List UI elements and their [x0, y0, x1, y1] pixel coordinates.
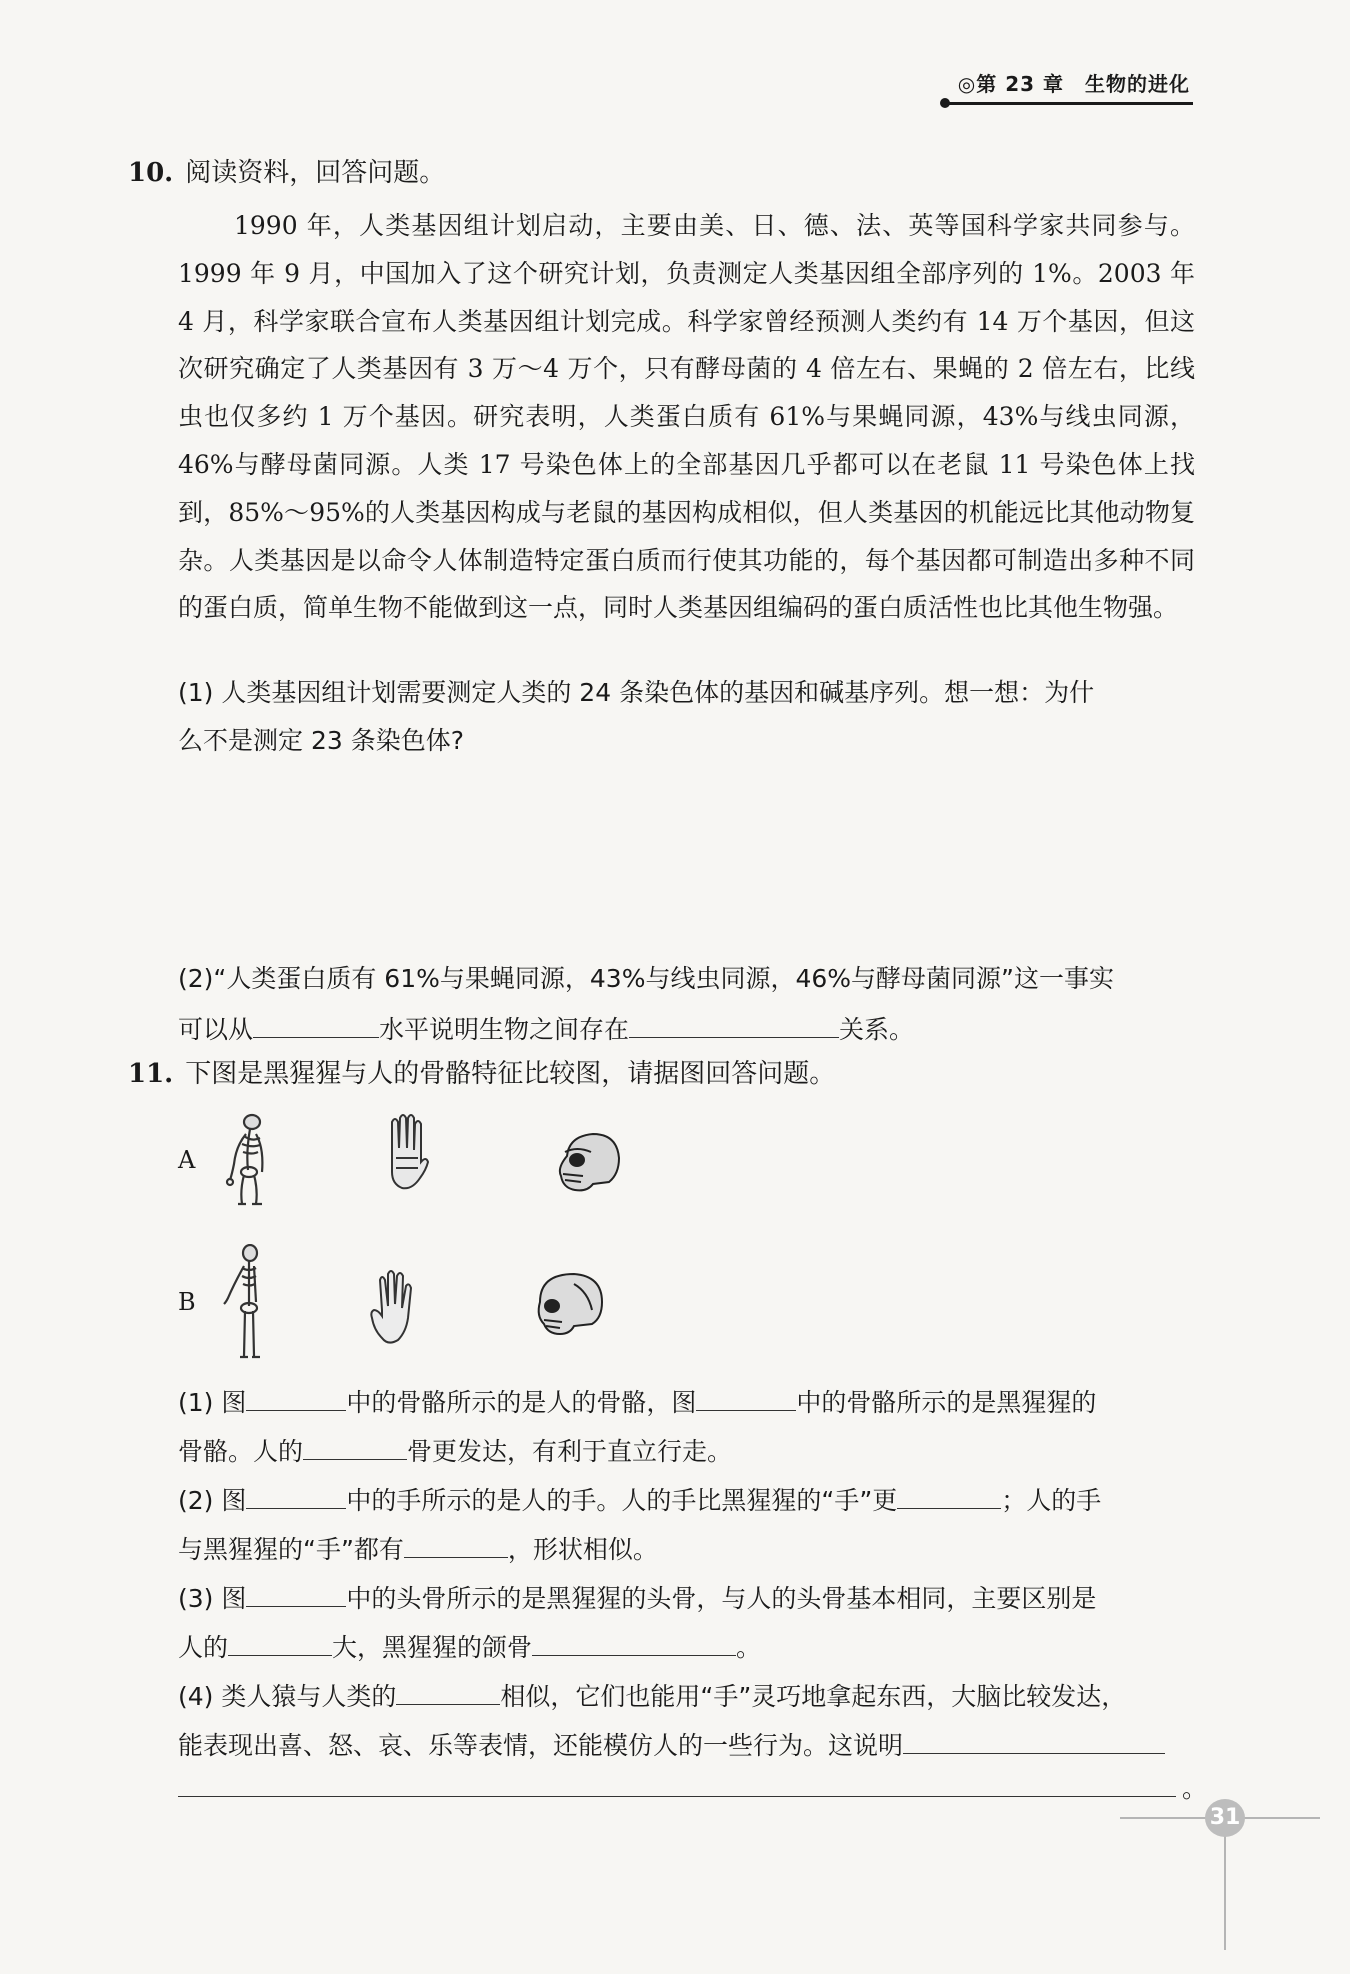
answer-blank[interactable]	[303, 1433, 407, 1460]
q10-sub1-line2: 么不是测定 23 条染色体?	[178, 726, 464, 755]
text-segment: (1) 图	[178, 1388, 247, 1417]
text-segment: ，形状相似。	[507, 1535, 658, 1564]
q11-sub4-line2	[178, 1727, 1195, 1763]
q11-sub4-line1	[178, 1678, 1195, 1714]
header-rule	[945, 102, 1193, 105]
figure-row-label-b: B	[178, 1288, 196, 1316]
q11-sub1-line2	[178, 1433, 1195, 1469]
answer-blank[interactable]	[532, 1629, 736, 1656]
text-segment: 中的骨骼所示的是黑猩猩的	[796, 1388, 1097, 1417]
chimp-skull-figure	[553, 1130, 623, 1194]
q10-sub1-line1: (1) 人类基因组计划需要测定人类的 24 条染色体的基因和碱基序列。想一想：为什	[178, 678, 1095, 707]
q11-sub2-line2	[178, 1531, 1195, 1567]
text-segment: 人的	[178, 1633, 229, 1662]
text-segment: 与黑猩猩的“手”都有	[178, 1535, 404, 1564]
answer-blank[interactable]	[897, 1482, 1001, 1509]
text-segment: 水平说明生物之间存在	[379, 1015, 630, 1044]
question-number: 10.	[128, 158, 174, 188]
answer-blank[interactable]	[246, 1580, 346, 1607]
answer-blank-relationship[interactable]	[629, 1011, 839, 1038]
text-segment: 能表现出喜、怒、哀、乐等表情，还能模仿人的一些行为。这说明	[178, 1731, 904, 1760]
chimp-hand-figure	[382, 1112, 432, 1192]
page-number: 31	[1205, 1799, 1245, 1837]
text-segment: 中的手所示的是人的手。人的手比黑猩猩的“手”更	[346, 1486, 898, 1515]
chimp-skeleton-figure	[222, 1112, 278, 1208]
human-hand-figure	[370, 1268, 416, 1346]
text-segment: 中的头骨所示的是黑猩猩的头骨，与人的头骨基本相同，主要区别是	[346, 1584, 1097, 1613]
answer-blank[interactable]	[396, 1678, 500, 1705]
text-segment: 可以从	[178, 1015, 254, 1044]
text-segment: 骨骼。人的	[178, 1437, 304, 1466]
q11-sub3-line1	[178, 1580, 1195, 1616]
text-segment: 骨更发达，有利于直立行走。	[407, 1437, 733, 1466]
question-11-prompt: 下图是黑猩猩与人的骨骼特征比较图，请据图回答问题。	[185, 1059, 836, 1089]
text-segment: 关系。	[839, 1015, 915, 1044]
q10-sub2-line1: (2)“人类蛋白质有 61%与果蝇同源，43%与线虫同源，46%与酵母菌同源”这一事实	[178, 964, 1114, 993]
human-skull-figure	[530, 1270, 608, 1338]
q11-sub2-line1	[178, 1482, 1195, 1518]
question-10-prompt: 阅读资料，回答问题。	[185, 158, 446, 188]
figure-row-label-a: A	[178, 1146, 196, 1174]
question-11-title	[128, 1059, 835, 1089]
answer-blank[interactable]	[228, 1629, 332, 1656]
answer-blank[interactable]	[246, 1482, 346, 1509]
chapter-header: ◎第 23 章 生物的进化	[957, 72, 1190, 96]
answer-blank[interactable]	[696, 1384, 796, 1411]
text-segment: 大，黑猩猩的颌骨	[332, 1633, 533, 1662]
text-segment: (2) 图	[178, 1486, 247, 1515]
answer-blank[interactable]	[404, 1531, 508, 1558]
text-segment: 相似，它们也能用“手”灵巧地拿起东西，大脑比较发达，	[500, 1682, 1127, 1711]
answer-line-continuation[interactable]	[178, 1796, 1176, 1797]
text-segment: ；人的手	[1001, 1486, 1102, 1515]
question-number: 11.	[128, 1059, 174, 1089]
answer-blank[interactable]	[246, 1384, 346, 1411]
human-skeleton-figure	[222, 1244, 268, 1362]
q11-sub4-end: 。	[1182, 1774, 1208, 1803]
reading-passage: 1990 年，人类基因组计划启动，主要由美、日、德、法、英等国科学家共同参与。1999 年 9 月，中国加入了这个研究计划，负责测定人类基因组全部序列的 1%。2003 年 4 月，科学家联合宣布人类基因组计划完成。科学家曾经预测人类约有 14 万个基因，但这次研究确定了人类基因有 3 万～4 万个，只有酵母菌的 4 倍左右、果蝇的 2 倍左右，比线虫也仅多约 1 万个基因。研究表明，人类蛋白质有 61%与果蝇同源，43%与线虫同源，46%与酵母菌同源。人类 17 号染色体上的全部基因几乎都可以在老鼠 11 号染色体上找到，85%～95%的人类基因构成与老鼠的基因构成相似，但人类基因的机能远比其他动物复杂。人类基因是以命令人体制造特定蛋白质而行使其功能的，每个基因都可制造出多种不同的蛋白质，简单生物不能做到这一点，同时人类基因组编码的蛋白质活性也比其他生物强。	[178, 211, 1195, 623]
q11-sub1-line1	[178, 1384, 1195, 1420]
q10-sub2-line2	[178, 1011, 1195, 1047]
text-segment: (3) 图	[178, 1584, 247, 1613]
answer-blank-level[interactable]	[253, 1011, 379, 1038]
text-segment: (4) 类人猿与人类的	[178, 1682, 397, 1711]
text-segment: 。	[736, 1633, 762, 1662]
q11-sub3-line2	[178, 1629, 1195, 1665]
text-segment: 中的骨骼所示的是人的骨骼，图	[346, 1388, 697, 1417]
question-10-title	[128, 158, 445, 188]
answer-blank[interactable]	[903, 1727, 1165, 1754]
